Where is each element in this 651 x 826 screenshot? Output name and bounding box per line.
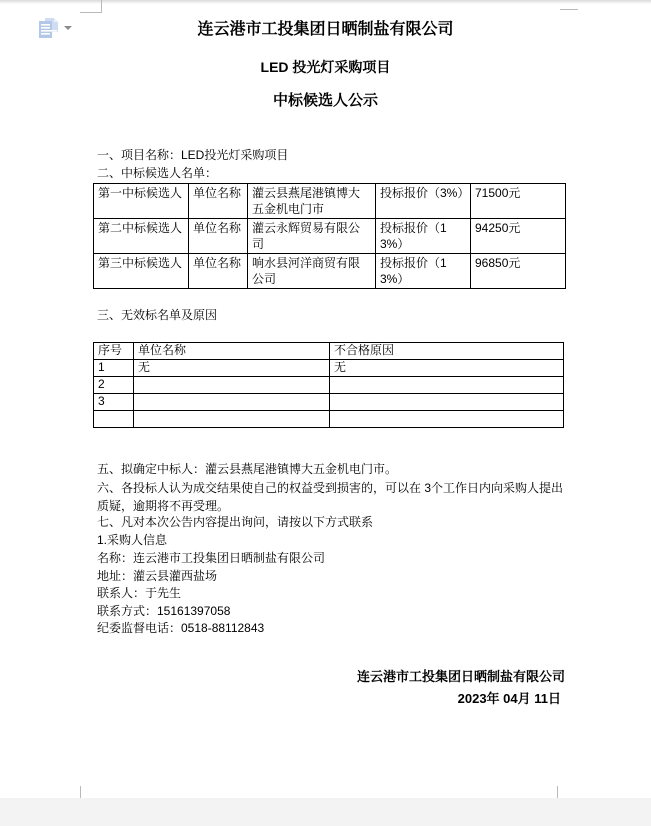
table-cell: 单位名称 (189, 219, 248, 254)
table-cell: 第二中标候选人 (94, 219, 189, 254)
document-title-company: 连云港市工投集团日晒制盐有限公司 (197, 21, 454, 38)
table-header-cell: 不合格原因 (330, 343, 564, 360)
table-row (94, 184, 566, 219)
buyer-phone: 联系方式：15161397058 (97, 604, 231, 618)
table-cell (134, 411, 330, 428)
table-cell (330, 411, 564, 428)
document-title-announcement: 中标候选人公示 (272, 92, 378, 109)
section-objection: 六、各投标人认为成交结果使自己的权益受到损害的，可以在 3个工作日内向采购人提出质疑，逾期将不再受理。 (97, 481, 564, 513)
table-cell: 灌云县燕尾港镇博大五金机电门市 (248, 184, 376, 219)
table-cell: 单位名称 (189, 184, 248, 219)
text-boundary-mark (80, 12, 102, 13)
table-row (94, 411, 564, 428)
table-row (94, 394, 564, 411)
table-cell: 96850元 (471, 254, 566, 289)
table-cell (330, 394, 564, 411)
table-cell: 投标报价（13%） (376, 254, 471, 289)
section-invalid-bids-heading: 三、无效标名单及原因 (97, 308, 218, 322)
table-row (94, 360, 564, 377)
table-row (94, 219, 566, 254)
supervision-phone: 纪委监督电话：0518-88112843 (97, 621, 265, 635)
table-cell (134, 377, 330, 394)
section-contact-heading: 七、凡对本次公告内容提出询问，请按以下方式联系 (97, 515, 374, 529)
page-outside-area (0, 798, 651, 826)
table-row (94, 377, 564, 394)
signature-company: 连云港市工投集团日晒制盐有限公司 (356, 669, 565, 684)
table-cell: 响水县河洋商贸有限公司 (248, 254, 376, 289)
buyer-address: 地址：灌云县灌西盐场 (97, 569, 218, 583)
table-cell: 1 (94, 360, 134, 377)
table-cell: 第一中标候选人 (94, 184, 189, 219)
document-title-project: LED 投光灯采购项目 (260, 59, 391, 75)
text-boundary-mark (101, 0, 102, 12)
text-boundary-mark (560, 9, 578, 10)
table-cell: 灌云永辉贸易有限公司 (248, 219, 376, 254)
table-cell: 3 (94, 394, 134, 411)
buyer-contact-person: 联系人：于先生 (97, 586, 182, 600)
table-header-row (94, 343, 564, 360)
table-header-cell: 序号 (94, 343, 134, 360)
text-boundary-mark (557, 786, 558, 798)
table-cell: 单位名称 (189, 254, 248, 289)
table-header-cell: 单位名称 (134, 343, 330, 360)
table-cell: 投标报价（3%） (376, 184, 471, 219)
section-candidates-heading: 二、中标候选人名单： (97, 166, 218, 180)
top-shadow (0, 0, 651, 4)
table-cell (330, 377, 564, 394)
text-boundary-mark (80, 786, 81, 798)
table-cell (94, 411, 134, 428)
signature-date: 2023年 04月 11日 (457, 691, 561, 706)
table-cell: 2 (94, 377, 134, 394)
table-cell: 第三中标候选人 (94, 254, 189, 289)
table-cell: 94250元 (471, 219, 566, 254)
invalid-bids-table (93, 342, 564, 428)
table-cell: 71500元 (471, 184, 566, 219)
table-row (94, 254, 566, 289)
winning-candidates-table (93, 183, 566, 289)
section-winner: 五、拟确定中标人：灌云县燕尾港镇博大五金机电门市。 (97, 462, 398, 476)
table-cell: 无 (134, 360, 330, 377)
section-project-name: 一、项目名称：LED投光灯采购项目 (97, 148, 289, 162)
table-cell: 投标报价（13%） (376, 219, 471, 254)
buyer-info-heading: 1.采购人信息 (97, 533, 168, 547)
buyer-name: 名称：连云港市工投集团日晒制盐有限公司 (97, 551, 326, 565)
table-cell: 无 (330, 360, 564, 377)
table-cell (134, 394, 330, 411)
